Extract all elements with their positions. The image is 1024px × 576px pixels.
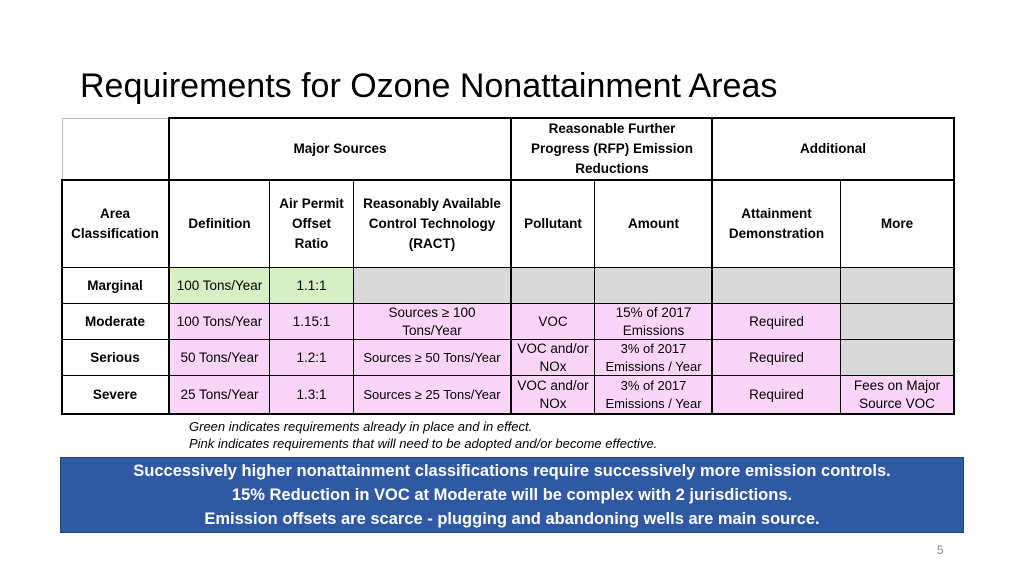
- summary-line-3: Emission offsets are scarce - plugging and abandoning wells are main source.: [204, 510, 820, 528]
- row-severe-amount: 3% of 2017 Emissions / Year: [595, 376, 712, 414]
- col-area-classification: Area Classification: [71, 206, 159, 241]
- grid-line: [269, 181, 270, 414]
- legend-note-pink: Pink indicates requirements that will need to be adopted and/or become effective.: [189, 436, 658, 451]
- grid-line: [168, 117, 954, 119]
- row-marginal-attainment: [713, 268, 840, 303]
- page-number: 5: [937, 543, 944, 557]
- row-serious-area: Serious: [90, 349, 140, 365]
- row-severe-area: Severe: [92, 387, 138, 402]
- row-severe-attainment: Required: [713, 376, 840, 414]
- summary-banner: [60, 457, 964, 533]
- row-serious-more: [841, 340, 953, 375]
- row-moderate-amount: 15% of 2017 Emissions: [595, 304, 712, 339]
- grid-line: [61, 179, 63, 415]
- row-serious-definition: 50 Tons/Year: [170, 340, 269, 375]
- row-severe-definition: 25 Tons/Year: [170, 376, 269, 414]
- row-moderate-pollutant: VOC: [512, 304, 594, 339]
- grid-line: [61, 413, 955, 415]
- page-title: Requirements for Ozone Nonattainment Areas: [80, 67, 778, 105]
- row-serious-offset: 1.2:1: [270, 340, 353, 375]
- grid-line: [61, 179, 955, 181]
- grid-line: [840, 181, 841, 414]
- row-marginal-definition: 100 Tons/Year: [170, 268, 269, 303]
- legend-note-green: Green indicates requirements already in place and in effect.: [189, 419, 533, 434]
- row-serious-pollutant: VOC and/or NOx: [512, 340, 594, 375]
- row-moderate-area: Moderate: [84, 313, 145, 329]
- row-moderate-attainment: Required: [713, 304, 840, 339]
- row-severe-pollutant: VOC and/or NOx: [512, 376, 594, 414]
- row-moderate-ract: Sources ≥ 100 Tons/Year: [354, 304, 510, 339]
- row-moderate-definition: 100 Tons/Year: [170, 304, 269, 339]
- grid-line: [168, 117, 170, 415]
- grid-line: [61, 267, 955, 268]
- row-marginal-amount: [595, 268, 712, 303]
- col-more: More: [880, 216, 914, 231]
- grid-line: [711, 117, 713, 415]
- row-marginal-ract: [354, 268, 510, 303]
- row-severe-offset: 1.3:1: [270, 376, 353, 414]
- grid-line: [953, 117, 955, 415]
- grid-line: [510, 117, 512, 415]
- summary-line-2: 15% Reduction in VOC at Moderate will be complex with 2 jurisdictions.: [231, 486, 793, 504]
- row-marginal-offset: 1.1:1: [270, 268, 353, 303]
- summary-line-1: Successively higher nonattainment classifications require successively more emission controls.: [133, 462, 891, 480]
- row-marginal-pollutant: [512, 268, 594, 303]
- header-rfp: Reasonable Further Progress (RFP) Emission Reductions: [530, 121, 694, 176]
- grid-line: [594, 181, 595, 414]
- row-serious-ract: Sources ≥ 50 Tons/Year: [354, 340, 510, 375]
- row-moderate-more: [841, 304, 953, 339]
- col-amount: Amount: [628, 216, 679, 231]
- row-severe-ract: Sources ≥ 25 Tons/Year: [354, 376, 510, 414]
- grid-line: [61, 303, 955, 304]
- row-severe-more: Fees on Major Source VOC: [841, 376, 953, 414]
- row-marginal-more: [841, 268, 953, 303]
- col-attainment-demonstration: Attainment Demonstration: [728, 206, 825, 241]
- grid-line: [353, 181, 354, 414]
- col-air-permit-offset-ratio: Air Permit Offset Ratio: [279, 196, 344, 251]
- row-serious-amount: 3% of 2017 Emissions / Year: [595, 340, 712, 375]
- grid-line: [61, 375, 955, 376]
- col-ract: Reasonably Available Control Technology (RACT): [363, 196, 501, 251]
- grid-line: [61, 339, 955, 340]
- row-serious-attainment: Required: [713, 340, 840, 375]
- header-additional: Additional: [800, 141, 866, 156]
- row-marginal-area: Marginal: [87, 277, 143, 293]
- header-major-sources: Major Sources: [293, 141, 387, 156]
- col-definition: Definition: [188, 216, 251, 231]
- grid-line: [62, 118, 169, 119]
- col-pollutant: Pollutant: [524, 216, 582, 231]
- grid-line: [62, 118, 63, 180]
- row-moderate-offset: 1.15:1: [270, 304, 353, 339]
